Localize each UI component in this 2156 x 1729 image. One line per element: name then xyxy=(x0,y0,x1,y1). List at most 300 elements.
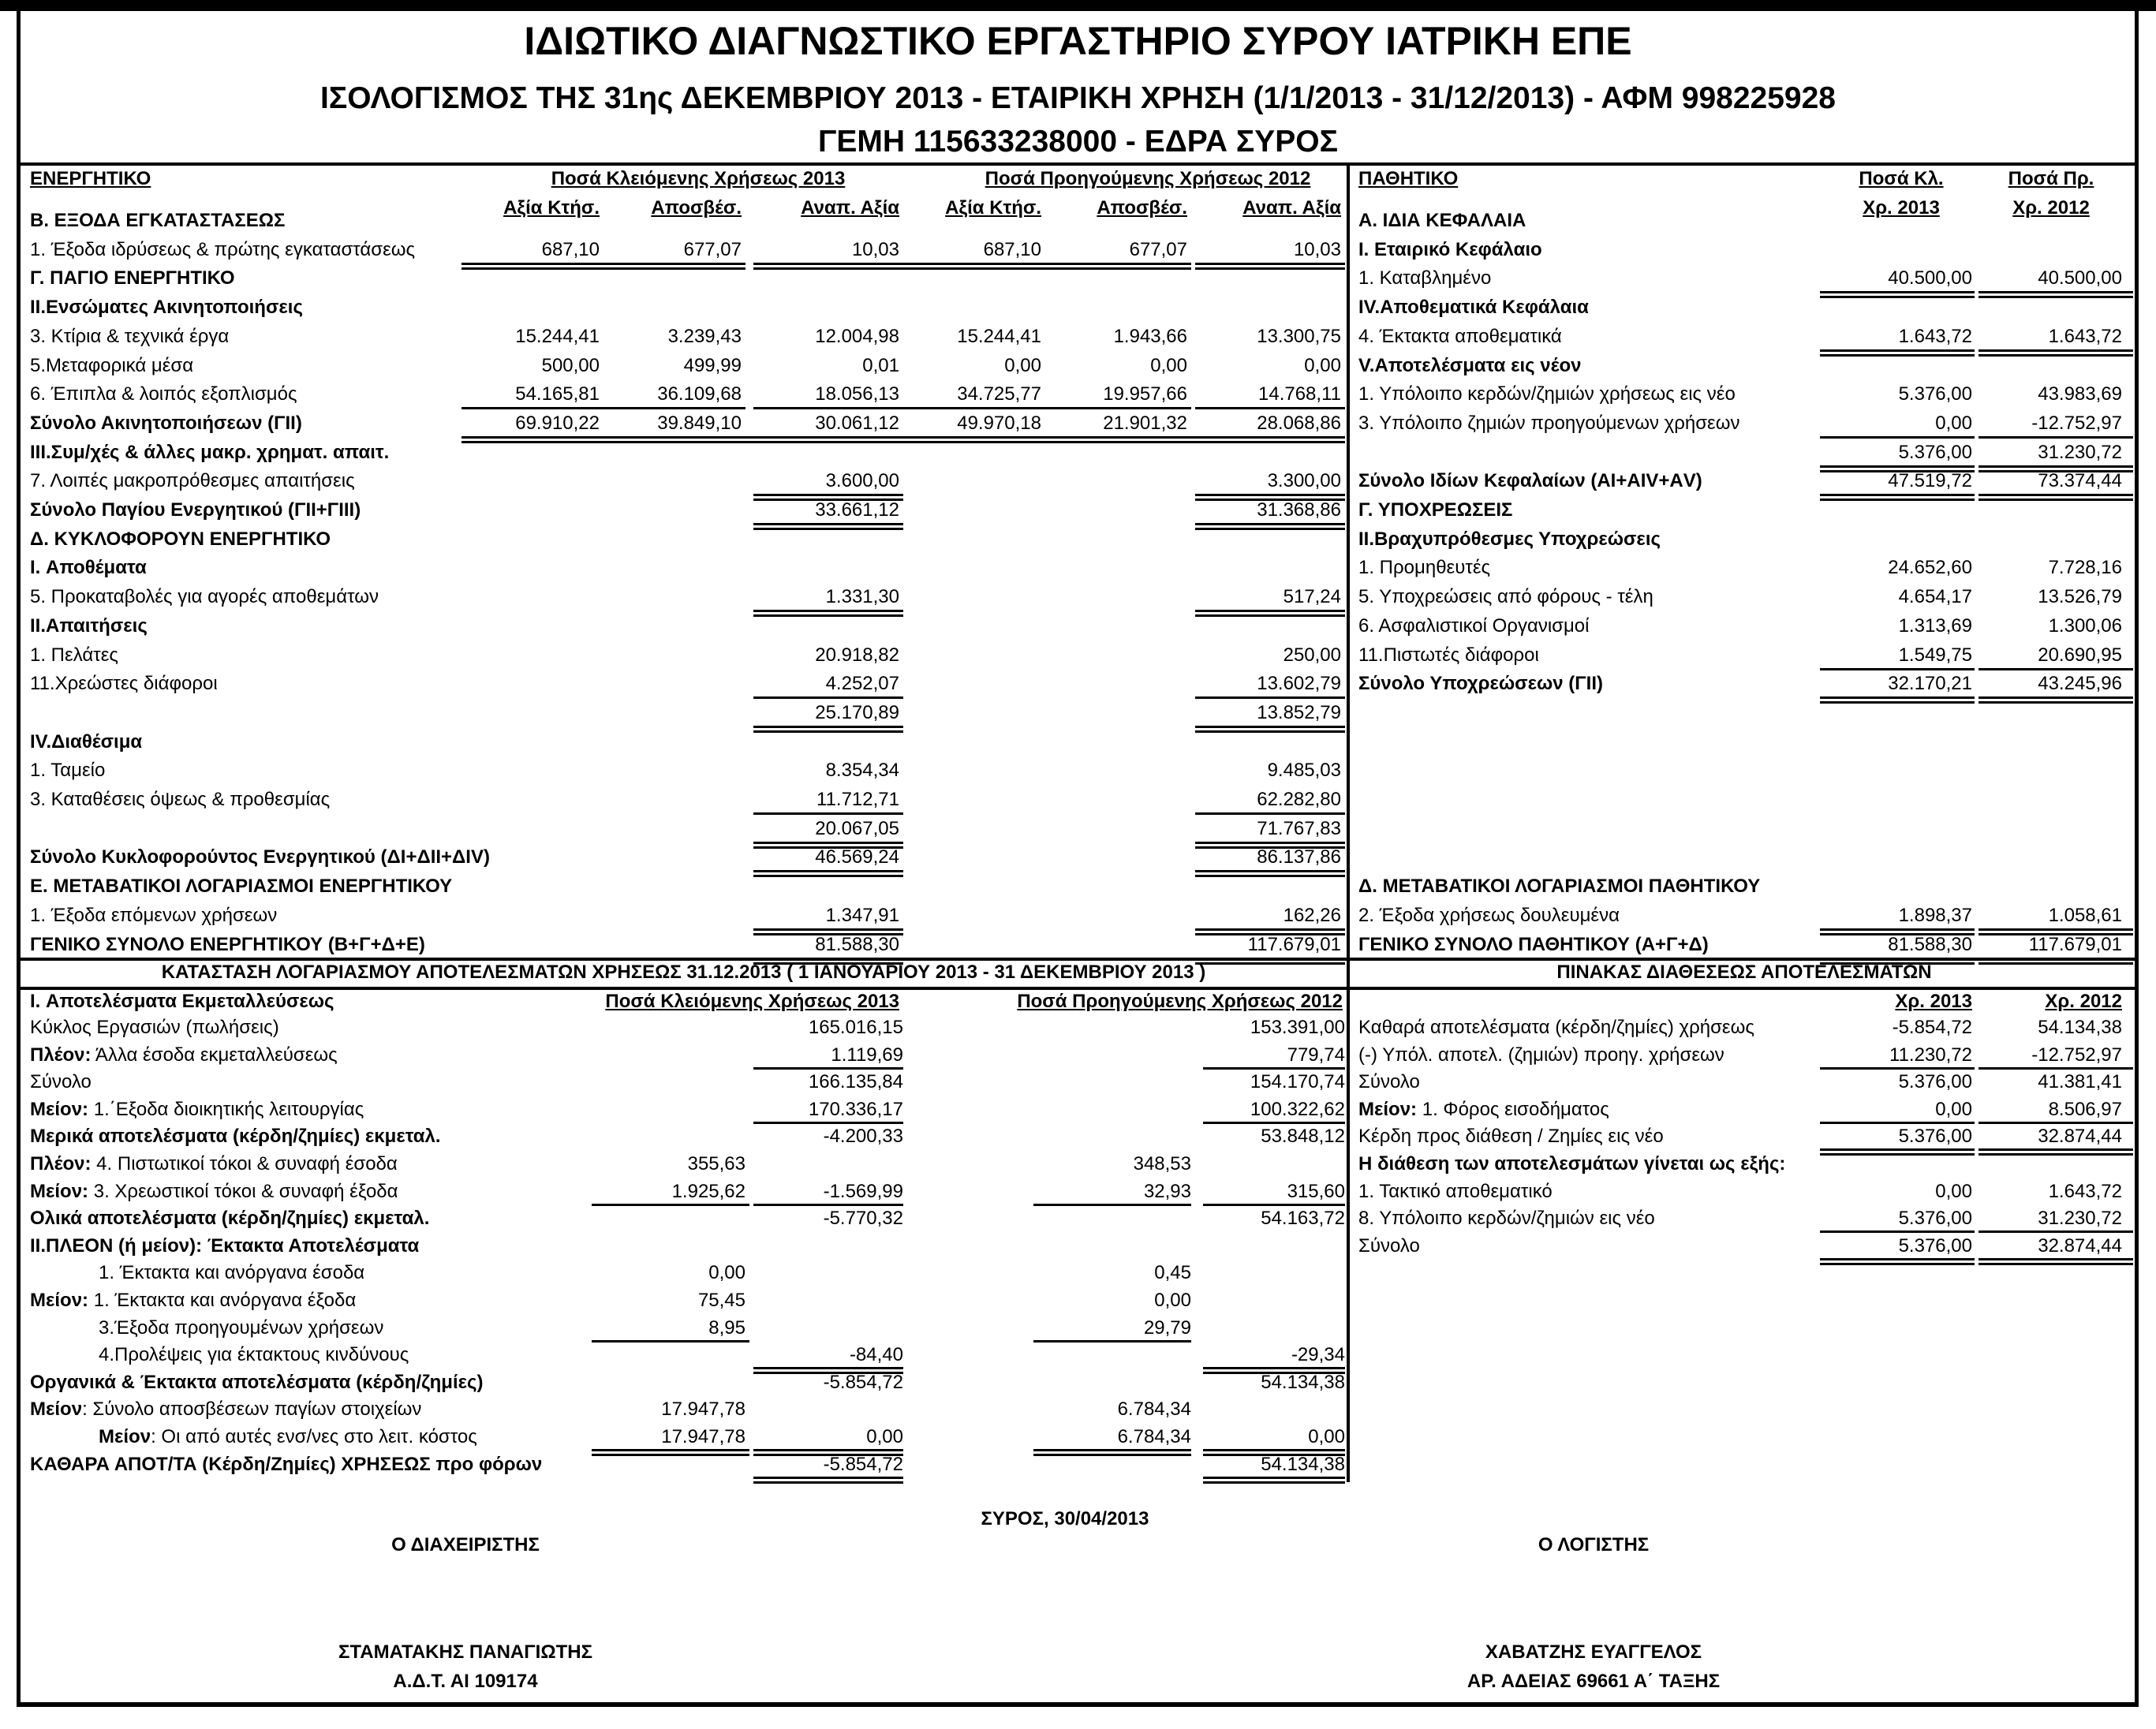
double-underline xyxy=(1820,1258,1975,1265)
liability-value-2012: 7.728,16 xyxy=(2048,557,2122,579)
income-row-label xyxy=(30,1398,421,1421)
income-row-text: Κύκλος Εργασιών (πωλήσεις) xyxy=(30,1017,279,1038)
income-value: 166.135,84 xyxy=(808,1071,903,1093)
single-underline xyxy=(592,1340,749,1342)
distribution-row-text: 1. Φόρος εισοδήματος xyxy=(1417,1098,1609,1120)
asset-value: 10,03 xyxy=(851,238,899,260)
asset-value: 10,03 xyxy=(1293,238,1341,260)
income-row-label xyxy=(30,1016,279,1040)
single-underline xyxy=(1195,812,1345,815)
asset-value: 46.569,24 xyxy=(815,846,899,868)
income-value: -29,34 xyxy=(1291,1344,1345,1366)
double-underline xyxy=(753,263,903,270)
assets-title: ΕΝΕΡΓΗΤΙΚΟ xyxy=(30,168,151,189)
liability-row-label: 6. Ασφαλιστικοί Οργανισμοί xyxy=(1358,614,1590,637)
double-underline xyxy=(603,263,745,270)
income-row-text: Σύνολο xyxy=(30,1071,92,1093)
double-underline xyxy=(1820,494,1975,501)
double-underline xyxy=(1195,726,1345,733)
col-header-net-2012: Αναπ. Αξία xyxy=(1242,197,1341,218)
asset-value: 30.061,12 xyxy=(815,412,899,434)
distribution-value-2012: 54.134,38 xyxy=(2038,1017,2122,1038)
asset-value: 34.725,77 xyxy=(957,383,1041,405)
single-underline xyxy=(1203,1067,1345,1070)
asset-value: 0,00 xyxy=(1304,354,1341,376)
asset-row-label: 1. Έξοδα ιδρύσεως & πρώτης εγκαταστάσεως xyxy=(30,238,416,260)
income-row-label xyxy=(30,1044,338,1067)
asset-value: 19.957,66 xyxy=(1103,383,1187,405)
income-row-prefix: Μείον: xyxy=(30,1290,89,1311)
title-divider xyxy=(21,162,2139,166)
asset-value: 3.239,43 xyxy=(667,325,742,347)
liability-row-label: 11.Πιστωτές διάφοροι xyxy=(1358,644,1539,666)
asset-value: 4.252,07 xyxy=(825,673,899,695)
income-title: ΚΑΤΑΣΤΑΣΗ ΛΟΓΑΡΙΑΣΜΟΥ ΑΠΟΤΕΛΕΣΜΑΤΩΝ ΧΡΗΣΕΩΣ 31.12.2013 ( 1 ΙΑΝΟΥΑΡΙΟΥ 2013 - 31 ΔΕΚΕΜΒΡΙΟΥ 2013 ) xyxy=(161,962,1206,983)
balance-sheet-subtitle: ΙΣΟΛΟΓΙΣΜΟΣ ΤΗΣ 31ης ΔΕΚΕΜΒΡΙΟΥ 2013 - ΕΤΑΙΡΙΚΗ ΧΡΗΣΗ (1/1/2013 - 31/12/2013) - ΑΦΜ 998225928 xyxy=(320,81,1836,115)
double-underline xyxy=(1820,696,1975,704)
single-underline xyxy=(753,812,903,815)
liability-row-label: 1. Προμηθευτές xyxy=(1358,557,1491,579)
top-border xyxy=(0,0,2156,11)
liability-value-2013: 81.588,30 xyxy=(1888,933,1972,955)
distribution-row-text: Η διάθεση των αποτελεσμάτων γίνεται ως εξής: xyxy=(1358,1153,1786,1174)
single-underline xyxy=(753,1204,903,1206)
accountant-id: ΑΡ. ΑΔΕΙΑΣ 69661 Α΄ ΤΑΞΗΣ xyxy=(1467,1671,1721,1692)
balance-divider xyxy=(1347,164,1350,959)
single-underline xyxy=(1820,1230,1975,1233)
liability-value-2013: 0,00 xyxy=(1935,412,1972,434)
distribution-value-2012: 31.230,72 xyxy=(2038,1208,2122,1230)
asset-value: 500,00 xyxy=(541,354,600,376)
liability-value-2013: 1.549,75 xyxy=(1898,644,1972,666)
single-underline xyxy=(1820,1122,1975,1124)
liability-row-label: IV.Αποθεματικά Κεφάλαια xyxy=(1358,297,1589,319)
single-underline xyxy=(1033,1204,1191,1206)
asset-value: 499,99 xyxy=(683,354,742,376)
liabilities-title: ΠΑΘΗΤΙΚΟ xyxy=(1358,168,1459,189)
income-value: 1.925,62 xyxy=(671,1180,745,1202)
liability-row-label: 3. Υπόλοιπο ζημιών προηγούμενων χρήσεων xyxy=(1358,412,1740,434)
income-row-text: 1. Έκτακτα και ανόργανα έσοδα xyxy=(99,1262,365,1284)
distribution-value-2012: 41.381,41 xyxy=(2038,1071,2122,1093)
distribution-row-text: 1. Τακτικό αποθεματικό xyxy=(1358,1180,1553,1202)
asset-value: 20.067,05 xyxy=(815,817,899,839)
asset-value: 20.918,82 xyxy=(815,644,899,666)
income-value: 0,45 xyxy=(1154,1262,1191,1284)
income-row-text: Άλλα έσοδα εκμεταλλεύσεως xyxy=(91,1044,338,1066)
asset-value: 1.347,91 xyxy=(825,904,899,926)
liability-value-2012: 1.300,06 xyxy=(2048,614,2122,637)
income-value: 32,93 xyxy=(1143,1180,1191,1202)
liab-col-2013-top: Ποσά Κλ. xyxy=(1859,168,1944,189)
double-underline xyxy=(1979,291,2133,298)
asset-value: 517,24 xyxy=(1283,586,1341,608)
asset-value: 0,00 xyxy=(1004,354,1041,376)
asset-value: 12.004,98 xyxy=(815,325,899,347)
dist-col-2013: Χρ. 2013 xyxy=(1895,991,1972,1012)
income-value: 170.336,17 xyxy=(808,1098,903,1120)
distribution-value-2012: 8.506,97 xyxy=(2048,1098,2122,1120)
col-header-cost-2012: Αξία Κτήσ. xyxy=(945,197,1041,218)
distribution-row-label xyxy=(1358,1152,1785,1176)
income-value: -4.200,33 xyxy=(823,1126,903,1148)
asset-row-label: 7. Λοιπές μακροπρόθεσμες απαιτήσεις xyxy=(30,470,355,492)
liability-row-label: II.Βραχυπρόθεσμες Υποχρεώσεις xyxy=(1358,528,1661,550)
distribution-row-text: Κέρδη προς διάθεση / Ζημίες εις νέο xyxy=(1358,1126,1664,1148)
income-row-text: 1. Έκτακτα και ανόργανα έξοδα xyxy=(88,1290,357,1311)
liability-row-label: Α. ΙΔΙΑ ΚΕΦΑΛΑΙΑ xyxy=(1358,210,1526,231)
distribution-row-label xyxy=(1358,1044,1724,1067)
liability-value-2012: 20.690,95 xyxy=(2038,644,2122,666)
income-value: 29,79 xyxy=(1143,1316,1191,1339)
double-underline xyxy=(465,436,1345,443)
double-underline xyxy=(1195,870,1345,877)
distribution-row-label xyxy=(1358,1016,1754,1040)
double-underline xyxy=(753,523,903,530)
col-header-depr-2013: Αποσβέσ. xyxy=(651,197,742,218)
liability-value-2013: 4.654,17 xyxy=(1898,586,1972,608)
double-underline xyxy=(753,726,903,733)
liability-value-2013: 1.643,72 xyxy=(1898,325,1972,347)
income-row-label xyxy=(99,1316,383,1340)
income-value: 0,00 xyxy=(866,1426,903,1447)
income-value: -5.854,72 xyxy=(823,1453,903,1475)
asset-value: 21.901,32 xyxy=(1103,412,1187,434)
income-row-text: ΚΑΘΑΡΑ ΑΠΟΤ/ΤΑ (Κέρδη/Ζημίες) ΧΡΗΣΕΩΣ προ φόρων xyxy=(30,1453,543,1475)
double-underline xyxy=(753,610,903,617)
asset-value: 25.170,89 xyxy=(815,701,899,723)
income-row-text: 3. Χρεωστικοί τόκοι & συναφή έξοδα xyxy=(88,1180,398,1202)
income-row-label xyxy=(30,1371,483,1395)
asset-value: 117.679,01 xyxy=(1247,933,1341,955)
income-row-label xyxy=(30,1125,441,1148)
income-row-text: 3.Έξοδα προηγουμένων χρήσεων xyxy=(99,1316,384,1339)
asset-value: 71.767,83 xyxy=(1257,817,1341,839)
income-row-text: II.ΠΛΕΟΝ (ή μείον): Έκτακτα Αποτελέσματα xyxy=(30,1234,420,1257)
single-underline xyxy=(1979,668,2133,670)
double-underline xyxy=(1979,1258,2133,1265)
income-row-prefix: Μείον xyxy=(99,1426,151,1447)
double-underline xyxy=(1979,349,2133,357)
single-underline xyxy=(1979,1122,2133,1124)
income-divider xyxy=(1347,958,1350,1482)
liability-row-label: I. Εταιρικό Κεφάλαιο xyxy=(1358,238,1542,260)
liability-value-2012: 31.230,72 xyxy=(2038,441,2122,463)
asset-value: 69.910,22 xyxy=(515,412,600,434)
liability-value-2013: 47.519,72 xyxy=(1888,470,1972,492)
asset-row-label: 11.Χρεώστες διάφοροι xyxy=(30,673,218,695)
income-row-prefix: Πλέον: xyxy=(30,1044,92,1066)
income-value: 100.322,62 xyxy=(1250,1098,1345,1120)
asset-value: 39.849,10 xyxy=(657,412,742,434)
asset-value: 687,10 xyxy=(983,238,1041,260)
double-underline xyxy=(1979,494,2133,501)
single-underline xyxy=(1820,436,1975,439)
double-underline xyxy=(1195,610,1345,617)
double-underline xyxy=(1820,349,1975,357)
income-col-2012: Ποσά Προηγούμενης Χρήσεως 2012 xyxy=(1017,991,1343,1012)
asset-value: 687,10 xyxy=(541,238,600,260)
liability-value-2012: 13.526,79 xyxy=(2038,586,2122,608)
asset-row-label: I. Αποθέματα xyxy=(30,557,147,579)
single-underline xyxy=(1979,1067,2133,1070)
income-row-prefix: Μείον xyxy=(30,1399,83,1421)
income-row-label xyxy=(99,1261,364,1285)
asset-row-label: 1. Έξοδα επόμενων χρήσεων xyxy=(30,904,278,926)
asset-row-label: Γ. ΠΑΓΙΟ ΕΝΕΡΓΗΤΙΚΟ xyxy=(30,267,235,289)
income-value: 0,00 xyxy=(708,1262,745,1284)
assets-group-2012: Ποσά Προηγούμενης Χρήσεως 2012 xyxy=(985,168,1311,189)
single-underline xyxy=(1203,1122,1345,1124)
liability-value-2013: 24.652,60 xyxy=(1888,557,1972,579)
distribution-row-text: (-) Υπόλ. αποτελ. (ζημιών) προηγ. χρήσεων xyxy=(1358,1044,1724,1066)
liability-value-2013: 5.376,00 xyxy=(1898,383,1972,405)
income-value: 0,00 xyxy=(1154,1290,1191,1311)
income-row-label xyxy=(30,1152,398,1176)
income-row-label xyxy=(30,1180,398,1204)
liability-row-label: V.Αποτελέσματα εις νέον xyxy=(1358,354,1582,376)
registry-line: ΓΕΜΗ 115633238000 - ΕΔΡΑ ΣΥΡΟΣ xyxy=(817,125,1339,159)
single-underline xyxy=(603,407,745,409)
double-underline xyxy=(753,1477,903,1484)
asset-value: 8.354,34 xyxy=(825,760,899,782)
dist-col-2012: Χρ. 2012 xyxy=(2045,991,2122,1012)
asset-row-label: II.Ενσώματες Ακινητοποιήσεις xyxy=(30,297,303,319)
single-underline xyxy=(592,1204,749,1206)
asset-row-label: IV.Διαθέσιμα xyxy=(30,730,143,752)
single-underline xyxy=(1203,1204,1345,1206)
income-value: -1.569,99 xyxy=(823,1180,903,1202)
income-value: 17.947,78 xyxy=(661,1399,745,1421)
single-underline xyxy=(1041,407,1191,409)
asset-value: 677,07 xyxy=(683,238,742,260)
asset-value: 1.331,30 xyxy=(825,586,899,608)
distribution-row-text: 8. Υπόλοιπο κερδών/ζημιών εις νέο xyxy=(1358,1208,1655,1230)
income-row-text: Μερικά αποτελέσματα (κέρδη/ζημίες) εκμεταλ. xyxy=(30,1126,441,1148)
income-row-text: 1.΄Εξοδα διοικητικής λειτουργίας xyxy=(88,1098,364,1120)
asset-value: 162,26 xyxy=(1283,904,1341,926)
asset-value: 3.600,00 xyxy=(825,470,899,492)
distribution-value-2012: 1.643,72 xyxy=(2048,1180,2122,1202)
liability-value-2012: -12.752,97 xyxy=(2031,412,2122,434)
asset-value: 0,01 xyxy=(862,354,899,376)
asset-row-label: Ε. ΜΕΤΑΒΑΤΙΚΟΙ ΛΟΓΑΡΙΑΣΜΟΙ ΕΝΕΡΓΗΤΙΚΟΥ xyxy=(30,876,453,898)
income-row-text: : Οι από αυτές ενσ/νες στο λειτ. κόστος xyxy=(151,1426,477,1447)
single-underline xyxy=(895,407,1045,409)
distribution-value-2013: 11.230,72 xyxy=(1889,1044,1972,1066)
distribution-row-label xyxy=(1358,1207,1655,1230)
asset-row-label: Δ. ΚΥΚΛΟΦΟΡΟΥΝ ΕΝΕΡΓΗΤΙΚΟ xyxy=(30,528,331,550)
asset-row-label: Σύνολο Παγίου Ενεργητικού (ΓΙΙ+ΓΙΙΙ) xyxy=(30,499,361,521)
income-row-prefix: Μείον: xyxy=(30,1098,89,1120)
single-underline xyxy=(753,1067,903,1070)
income-row-label xyxy=(99,1425,477,1449)
distribution-value-2012: 32.874,44 xyxy=(2038,1234,2122,1257)
asset-value: 49.970,18 xyxy=(957,412,1041,434)
asset-row-label: 5. Προκαταβολές για αγορές αποθεμάτων xyxy=(30,586,379,608)
double-underline xyxy=(1820,291,1975,298)
income-value: 54.134,38 xyxy=(1261,1371,1345,1393)
asset-value: 62.282,80 xyxy=(1257,789,1341,810)
single-underline xyxy=(753,1122,903,1124)
single-underline xyxy=(1195,696,1345,699)
assets-group-2013: Ποσά Κλειόμενης Χρήσεως 2013 xyxy=(551,168,846,189)
col-header-cost-2013: Αξία Κτήσ. xyxy=(503,197,600,218)
distribution-value-2012: 32.874,44 xyxy=(2038,1126,2122,1148)
single-underline xyxy=(1979,436,2133,439)
income-value: 165.016,15 xyxy=(808,1017,903,1038)
liab-col-2012: Χρ. 2012 xyxy=(2012,197,2090,218)
double-underline xyxy=(1203,1477,1345,1484)
asset-value: 13.300,75 xyxy=(1257,325,1341,347)
liability-value-2013: 1.898,37 xyxy=(1898,904,1972,926)
liability-row-label: Σύνολο Ιδίων Κεφαλαίων (ΑΙ+ΑΙV+ΑV) xyxy=(1358,470,1702,492)
asset-row-label: 6. Έπιπλα & λοιπός εξοπλισμός xyxy=(30,383,297,405)
asset-value: 33.661,12 xyxy=(815,499,899,521)
asset-value: 250,00 xyxy=(1283,644,1341,666)
place-date: ΣΥΡΟΣ, 30/04/2013 xyxy=(981,1508,1149,1529)
liability-row-label: Σύνολο Υποχρεώσεων (ΓΙΙ) xyxy=(1358,673,1604,695)
liability-value-2012: 117.679,01 xyxy=(2028,933,2122,955)
income-value: -5.854,72 xyxy=(823,1371,903,1393)
distribution-value-2013: 5.376,00 xyxy=(1898,1208,1972,1230)
asset-row-label: Σύνολο Κυκλοφορούντος Ενεργητικού (ΔΙ+ΔΙΙ+ΔΙV) xyxy=(30,846,490,868)
distribution-row-text: Καθαρά αποτελέσματα (κέρδη/ζημίες) χρήσεως xyxy=(1358,1017,1754,1038)
asset-row-label: II.Απαιτήσεις xyxy=(30,614,148,637)
income-value: 53.848,12 xyxy=(1261,1126,1345,1148)
distribution-value-2013: -5.854,72 xyxy=(1892,1017,1972,1038)
income-value: 0,00 xyxy=(1308,1426,1345,1447)
double-underline xyxy=(1979,696,2133,704)
company-title: ΙΔΙΩΤΙΚΟ ΔΙΑΓΝΩΣΤΙΚΟ ΕΡΓΑΣΤΗΡΙΟ ΣΥΡΟΥ ΙΑΤΡΙΚΗ ΕΠΕ xyxy=(524,19,1632,63)
asset-value: 9.485,03 xyxy=(1267,760,1341,782)
asset-value: 81.588,30 xyxy=(815,933,899,955)
distribution-row-label xyxy=(1358,1180,1553,1204)
distribution-value-2013: 0,00 xyxy=(1935,1180,1972,1202)
income-row-text: Ολικά αποτελέσματα (κέρδη/ζημίες) εκμεταλ. xyxy=(30,1208,430,1230)
income-row-prefix: Πλέον: xyxy=(30,1153,92,1174)
liability-value-2013: 1.313,69 xyxy=(1898,614,1972,637)
asset-value: 0,00 xyxy=(1150,354,1187,376)
income-value: 54.134,38 xyxy=(1261,1453,1345,1475)
liability-value-2012: 1.643,72 xyxy=(2048,325,2122,347)
distribution-title: ΠΙΝΑΚΑΣ ΔΙΑΘΕΣΕΩΣ ΑΠΟΤΕΛΕΣΜΑΤΩΝ xyxy=(1556,962,1932,983)
distribution-row-label xyxy=(1358,1234,1420,1258)
liability-row-label: 1. Καταβλημένο xyxy=(1358,267,1492,289)
distribution-row-text: Σύνολο xyxy=(1358,1234,1420,1257)
distribution-value-2013: 0,00 xyxy=(1935,1098,1972,1120)
single-underline xyxy=(753,407,903,409)
income-value: 8,95 xyxy=(708,1316,745,1339)
asset-value: 1.943,66 xyxy=(1113,325,1187,347)
income-row-text: : Σύνολο αποσβέσεων παγίων στοιχείων xyxy=(82,1399,422,1421)
income-row-label xyxy=(99,1343,409,1367)
asset-value: 3.300,00 xyxy=(1267,470,1341,492)
income-value: 154.170,74 xyxy=(1250,1071,1345,1093)
distribution-row-prefix: Μείον: xyxy=(1358,1098,1418,1120)
asset-value: 13.852,79 xyxy=(1257,701,1341,723)
accountant-name: ΧΑΒΑΤΖΗΣ ΕΥΑΓΓΕΛΟΣ xyxy=(1485,1641,1702,1663)
income-value: 54.163,72 xyxy=(1261,1208,1345,1230)
distribution-value-2013: 5.376,00 xyxy=(1898,1234,1972,1257)
income-value: 17.947,78 xyxy=(661,1426,745,1447)
col-header-depr-2012: Αποσβέσ. xyxy=(1097,197,1187,218)
income-value: 1.119,69 xyxy=(831,1044,903,1066)
liability-row-label: Γ. ΥΠΟΧΡΕΩΣΕΙΣ xyxy=(1358,499,1513,521)
double-underline xyxy=(895,263,1045,270)
asset-row-label: 1. Ταμείο xyxy=(30,760,106,782)
asset-value: 13.602,79 xyxy=(1257,673,1341,695)
liab-col-2013: Χρ. 2013 xyxy=(1863,197,1940,218)
income-value: 6.784,34 xyxy=(1117,1426,1191,1447)
liability-row-label: Δ. ΜΕΤΑΒΑΤΙΚΟΙ ΛΟΓΑΡΙΑΣΜΟΙ ΠΑΘΗΤΙΚΟΥ xyxy=(1358,876,1761,898)
double-underline xyxy=(1195,263,1345,270)
income-row-label xyxy=(30,1207,429,1230)
income-value: 779,74 xyxy=(1287,1044,1345,1066)
asset-value: 15.244,41 xyxy=(957,325,1041,347)
manager-id: Α.Δ.Τ. ΑΙ 109174 xyxy=(393,1671,538,1692)
col-header-net-2013: Αναπ. Αξία xyxy=(801,197,899,218)
income-value: 355,63 xyxy=(687,1153,745,1174)
income-value: 348,53 xyxy=(1133,1153,1191,1174)
liability-row-label: 2. Έξοδα χρήσεως δουλευμένα xyxy=(1358,904,1620,926)
double-underline xyxy=(461,263,603,270)
manager-role: Ο ΔΙΑΧΕΙΡΙΣΤΗΣ xyxy=(391,1534,540,1555)
distribution-row-label xyxy=(1358,1070,1420,1094)
income-row-label xyxy=(30,1453,542,1477)
income-value: 75,45 xyxy=(697,1290,745,1311)
manager-name: ΣΤΑΜΑΤΑΚΗΣ ΠΑΝΑΓΙΩΤΗΣ xyxy=(338,1641,592,1663)
income-row-text: Οργανικά & Έκτακτα αποτελέσματα (κέρδη/ζημίες) xyxy=(30,1371,484,1393)
asset-row-label: Β. ΕΞΟΔΑ ΕΓΚΑΤΑΣΤΑΣΕΩΣ xyxy=(30,210,286,231)
asset-value: 54.165,81 xyxy=(515,383,600,405)
liability-value-2012: 43.245,96 xyxy=(2038,673,2122,695)
liability-row-label: ΓΕΝΙΚΟ ΣΥΝΟΛΟ ΠΑΘΗΤΙΚΟΥ (Α+Γ+Δ) xyxy=(1358,933,1709,955)
asset-row-label: Σύνολο Ακινητοποιήσεων (ΓΙΙ) xyxy=(30,412,302,434)
asset-row-label: 5.Μεταφορικά μέσα xyxy=(30,354,194,376)
liability-row-label: 1. Υπόλοιπο κερδών/ζημιών χρήσεως εις νέο xyxy=(1358,383,1736,405)
distribution-value-2013: 5.376,00 xyxy=(1898,1126,1972,1148)
asset-row-label: 3. Κτίρια & τεχνικά έργα xyxy=(30,325,230,347)
double-underline xyxy=(592,1449,749,1456)
liability-value-2013: 32.170,21 xyxy=(1888,673,1972,695)
single-underline xyxy=(1195,407,1345,409)
asset-value: 36.109,68 xyxy=(657,383,742,405)
asset-value: 31.368,86 xyxy=(1257,499,1341,521)
asset-value: 28.068,86 xyxy=(1257,412,1341,434)
income-col-2013: Ποσά Κλειόμενης Χρήσεως 2013 xyxy=(605,991,899,1012)
asset-value: 15.244,41 xyxy=(515,325,600,347)
distribution-row-label xyxy=(1358,1125,1664,1148)
double-underline xyxy=(1041,263,1191,270)
income-value: 153.391,00 xyxy=(1250,1017,1345,1038)
distribution-row-label xyxy=(1358,1098,1609,1122)
income-row-label xyxy=(30,1289,356,1313)
double-underline xyxy=(1033,1449,1191,1456)
liability-value-2013: 40.500,00 xyxy=(1888,267,1972,289)
liability-row-label: 4. Έκτακτα αποθεματικά xyxy=(1358,325,1562,347)
double-underline xyxy=(753,870,903,877)
distribution-value-2012: -12.752,97 xyxy=(2031,1044,2122,1066)
liability-value-2012: 43.983,69 xyxy=(2038,383,2122,405)
asset-row-label: 1. Πελάτες xyxy=(30,644,118,666)
asset-row-label: ΓΕΝΙΚΟ ΣΥΝΟΛΟ ΕΝΕΡΓΗΤΙΚΟΥ (Β+Γ+Δ+Ε) xyxy=(30,933,425,955)
income-row-text: 4.Προλέψεις για έκτακτους κινδύνους xyxy=(99,1344,409,1366)
income-row-prefix: Μείον: xyxy=(30,1180,89,1202)
income-row-label xyxy=(30,1098,364,1122)
income-value: -84,40 xyxy=(849,1344,903,1366)
asset-value: 677,07 xyxy=(1129,238,1187,260)
